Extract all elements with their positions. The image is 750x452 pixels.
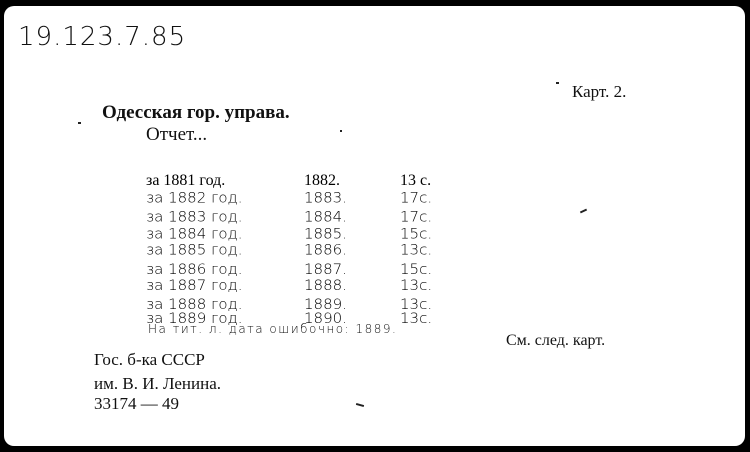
report-period: за 1882 год. [146,189,243,207]
report-period: за 1889 год. [146,309,243,327]
ink-speck [580,209,587,214]
library-name-line2: им. В. И. Ленина. [94,374,222,393]
report-period: за 1884 год. [146,225,243,243]
report-period: за 1881 год. [146,172,226,189]
report-row [4,208,464,225]
page-count: 13с. [400,295,433,313]
ink-speck [556,82,559,84]
report-row [4,241,464,258]
title-page-note: На тит. л. дата ошибочно: 1889. [148,322,398,336]
page-count: 13 с. [400,172,432,189]
page-count: 15с. [400,260,433,278]
report-row [4,276,464,293]
organization-heading: Одесская гор. управа. [102,102,290,123]
page-count: 13с. [400,241,433,259]
publication-year: 1884. [304,208,347,226]
report-row [4,172,464,190]
publication-year: 1885. [304,225,347,243]
page-count: 17с. [400,189,433,207]
library-name: Гос. б-ка СССР [94,350,205,369]
publication-year: 1889. [304,295,347,313]
report-row [4,260,464,277]
ink-speck [356,403,364,407]
publication-year: 1886. [304,241,347,259]
report-period: за 1883 год. [146,208,243,226]
page-count: 15с. [400,225,433,243]
catalog-card [4,6,745,446]
inventory-number: 33174 — 49 [94,394,179,413]
report-title: Отчет... [146,124,208,145]
report-row [4,225,464,242]
page-count: 13с. [400,276,433,294]
publication-year: 1883. [304,189,347,207]
report-period: за 1887 год. [146,276,243,294]
ink-speck [78,122,81,124]
page-count: 13с. [400,309,433,327]
report-period: за 1888 год. [146,295,243,313]
publication-year: 1887. [304,260,347,278]
shelfmark: 19.123.7.85 [18,22,187,52]
publication-year: 1888. [304,276,347,294]
publication-year: 1882. [304,172,340,189]
ink-speck [340,130,342,132]
publication-year: 1890. [304,309,347,327]
report-period: за 1885 год. [146,241,243,259]
page-count: 17с. [400,208,433,226]
report-period: за 1886 год. [146,260,243,278]
see-next-card: См. след. карт. [506,332,606,349]
report-row [4,189,464,206]
card-number: Карт. 2. [572,82,627,101]
